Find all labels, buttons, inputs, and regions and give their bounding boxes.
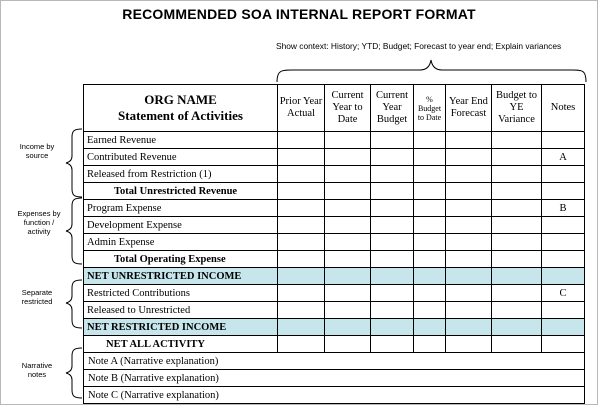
row-label: NET UNRESTRICTED INCOME [84, 268, 278, 285]
row-note [542, 166, 585, 183]
narrative-row [84, 387, 585, 404]
row-note [542, 183, 585, 200]
narrative-note-c: Note C (Narrative explanation) [84, 387, 585, 404]
narrative-brace [66, 348, 82, 398]
table-row [84, 183, 585, 200]
row-label: Released from Restriction (1) [84, 166, 278, 183]
narrative-row [84, 370, 585, 387]
col-year-end-forecast: Year End Forecast [446, 85, 492, 132]
row-note [542, 217, 585, 234]
org-name: ORG NAME [144, 92, 217, 107]
page-title: RECOMMENDED SOA INTERNAL REPORT FORMAT [122, 6, 476, 22]
row-note [542, 234, 585, 251]
col-budget-variance: Budget to YE Variance [492, 85, 542, 132]
row-note [542, 336, 585, 353]
header-row [84, 85, 585, 132]
statement-of-activities-table [83, 84, 585, 404]
row-label: Total Operating Expense [84, 251, 278, 268]
col-prior-year-actual: Prior Year Actual [278, 85, 325, 132]
narrative-note-a: Note A (Narrative explanation) [84, 353, 585, 370]
row-note [542, 302, 585, 319]
narrative-row [84, 353, 585, 370]
top-brace [277, 60, 586, 82]
row-label: Admin Expense [84, 234, 278, 251]
table-row [84, 251, 585, 268]
table-row [84, 149, 585, 166]
row-label: Restricted Contributions [84, 285, 278, 302]
row-label: Development Expense [84, 217, 278, 234]
row-label: NET ALL ACTIVITY [84, 336, 278, 353]
row-label: Contributed Revenue [84, 149, 278, 166]
col-current-ytd: Current Year to Date [325, 85, 371, 132]
row-note [542, 319, 585, 336]
table-row-highlighted [84, 268, 585, 285]
table-row [84, 234, 585, 251]
statement-subtitle: Statement of Activities [118, 108, 243, 123]
org-header-cell [84, 85, 278, 132]
table-row [84, 132, 585, 149]
expenses-brace [66, 198, 82, 264]
row-label: Program Expense [84, 200, 278, 217]
table-row [84, 166, 585, 183]
narrative-side-label: Narrative notes [21, 361, 53, 379]
table-row [84, 336, 585, 353]
income-brace [66, 129, 82, 197]
row-note [542, 251, 585, 268]
col-notes: Notes [542, 85, 585, 132]
row-label: Released to Unrestricted [84, 302, 278, 319]
income-side-label: Income by source [19, 142, 55, 160]
table-row [84, 200, 585, 217]
row-label: Earned Revenue [84, 132, 278, 149]
table-row [84, 285, 585, 302]
row-label: NET RESTRICTED INCOME [84, 319, 278, 336]
table-row [84, 302, 585, 319]
col-pct-budget-to-date: % Budget to Date [414, 85, 446, 132]
row-note: C [542, 285, 585, 302]
table-row-highlighted [84, 319, 585, 336]
context-note: Show context: History; YTD; Budget; Forecast to year end; Explain variances [276, 41, 562, 51]
row-label: Total Unrestricted Revenue [84, 183, 278, 200]
row-note: B [542, 200, 585, 217]
col-current-budget: Current Year Budget [371, 85, 414, 132]
expenses-side-label: Expenses by function / activity [17, 209, 61, 236]
row-note [542, 268, 585, 285]
row-note [542, 132, 585, 149]
table-row [84, 217, 585, 234]
restricted-side-label: Separate restricted [21, 288, 53, 306]
row-note: A [542, 149, 585, 166]
restricted-brace [66, 280, 82, 328]
narrative-note-b: Note B (Narrative explanation) [84, 370, 585, 387]
